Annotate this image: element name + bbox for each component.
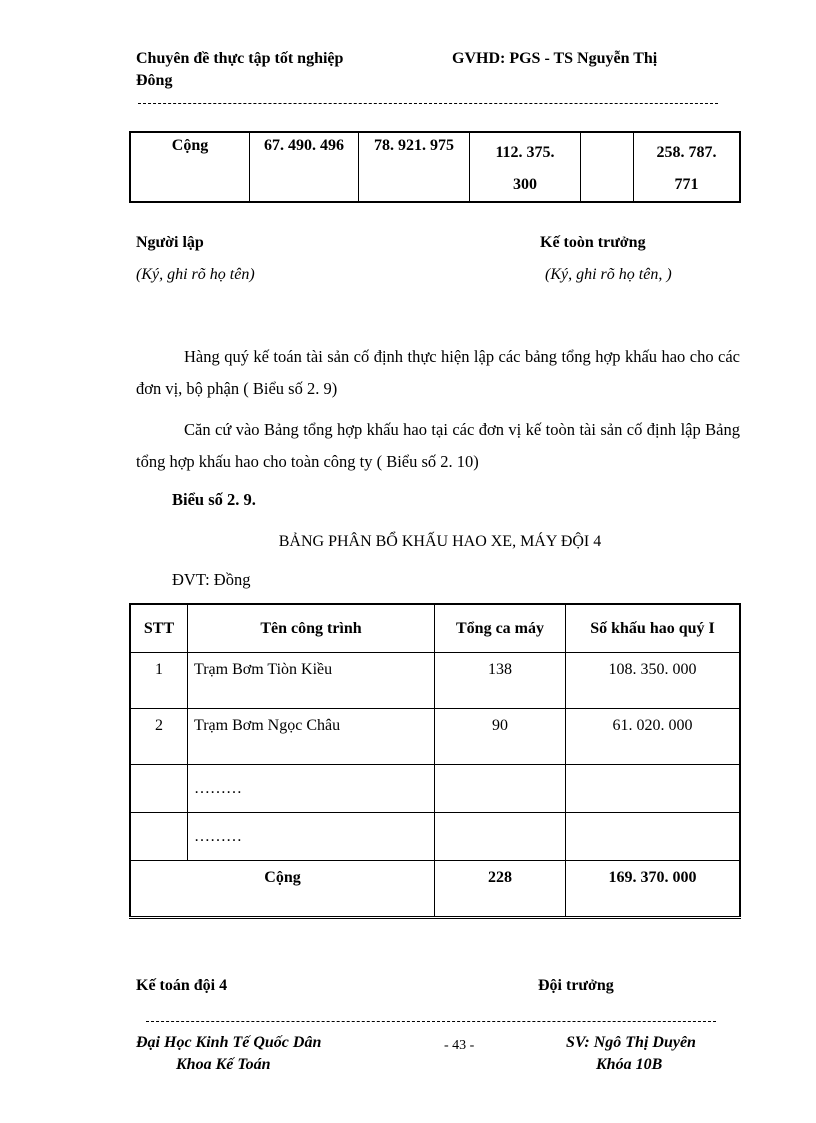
top-total-v2: 78. 921. 975 (359, 132, 470, 202)
row-ca-may: 90 (435, 709, 566, 765)
top-total-v3 (470, 132, 581, 202)
top-total-label: Cộng (130, 132, 250, 202)
unit-label: ĐVT: Đồng (172, 570, 251, 589)
header-left: Chuyên đề thực tập tốt nghiệp (136, 50, 344, 67)
table-row (130, 709, 740, 765)
paragraph-1: Hàng quý kế toán tài sản cố định thực hiện lập các bảng tổng hợp khấu hao cho các đơn vị, bộ phận ( Biểu số 2. 9) (136, 347, 740, 398)
table-total-row (130, 861, 740, 918)
header-divider (138, 103, 718, 104)
top-total-v5-line1: 258. 787. (656, 144, 717, 161)
team-accountant-title: Kế toán đội 4 (136, 977, 228, 994)
top-total-table (129, 131, 741, 203)
paragraph-2: Căn cứ vào Bảng tổng hợp khấu hao tại các đơn vị kế toòn tài sản cố định lập Bảng tổng hợp khấu hao cho toàn công ty ( Biểu số 2. 10) (136, 420, 740, 471)
top-total-v5 (634, 132, 741, 202)
footer-university: Đại Học Kinh Tế Quốc Dân (136, 1034, 322, 1051)
header-right: GVHD: PGS - TS Nguyễn Thị (452, 50, 658, 67)
top-total-v4 (581, 132, 634, 202)
row-khau-hao (566, 765, 741, 813)
page-number: - 43 - (444, 1038, 475, 1053)
footer-student: SV: Ngô Thị Duyên (566, 1034, 696, 1051)
row-stt: 1 (130, 653, 188, 709)
col-tong-ca-may: Tổng ca máy (435, 604, 566, 653)
row-name: Trạm Bơm Ngọc Châu (188, 709, 435, 765)
row-stt (130, 813, 188, 861)
preparer-note: (Ký, ghi rõ họ tên) (136, 266, 255, 283)
row-ca-may (435, 813, 566, 861)
row-name: Trạm Bơm Tiòn Kiều (188, 653, 435, 709)
footer-class: Khóa 10B (596, 1056, 663, 1073)
form-label: Biểu số 2. 9. (172, 490, 256, 509)
header-second-line: Đông (136, 72, 173, 89)
footer-divider (146, 1021, 716, 1022)
top-total-v5-line2: 771 (674, 176, 699, 193)
row-khau-hao: 108. 350. 000 (566, 653, 741, 709)
table-row (130, 813, 740, 861)
table-row (130, 653, 740, 709)
row-stt: 2 (130, 709, 188, 765)
table-title: BẢNG PHÂN BỔ KHẤU HAO XE, MÁY ĐỘI 4 (278, 533, 602, 550)
total-ca-may: 228 (435, 861, 566, 918)
total-label: Cộng (130, 861, 435, 918)
footer-faculty: Khoa Kế Toán (176, 1056, 271, 1073)
row-ca-may: 138 (435, 653, 566, 709)
row-ca-may (435, 765, 566, 813)
total-khau-hao: 169. 370. 000 (566, 861, 741, 918)
row-name: ……… (188, 813, 435, 861)
row-khau-hao (566, 813, 741, 861)
team-leader-title: Đội trưởng (538, 977, 614, 994)
col-so-khau-hao: Số khấu hao quý I (566, 604, 741, 653)
row-name: ……… (188, 765, 435, 813)
row-khau-hao: 61. 020. 000 (566, 709, 741, 765)
preparer-title: Người lập (136, 234, 204, 251)
col-stt: STT (130, 604, 188, 653)
row-stt (130, 765, 188, 813)
chief-accountant-title: Kế toòn trưởng (540, 234, 646, 251)
col-ten-cong-trinh: Tên công trình (188, 604, 435, 653)
top-total-v3-line1: 112. 375. (495, 144, 555, 161)
depreciation-table (129, 603, 741, 919)
top-total-v3-line2: 300 (513, 176, 537, 193)
table-row (130, 765, 740, 813)
table-header-row (130, 604, 740, 653)
chief-accountant-note: (Ký, ghi rõ họ tên, ) (545, 266, 672, 283)
top-total-v1: 67. 490. 496 (250, 132, 359, 202)
